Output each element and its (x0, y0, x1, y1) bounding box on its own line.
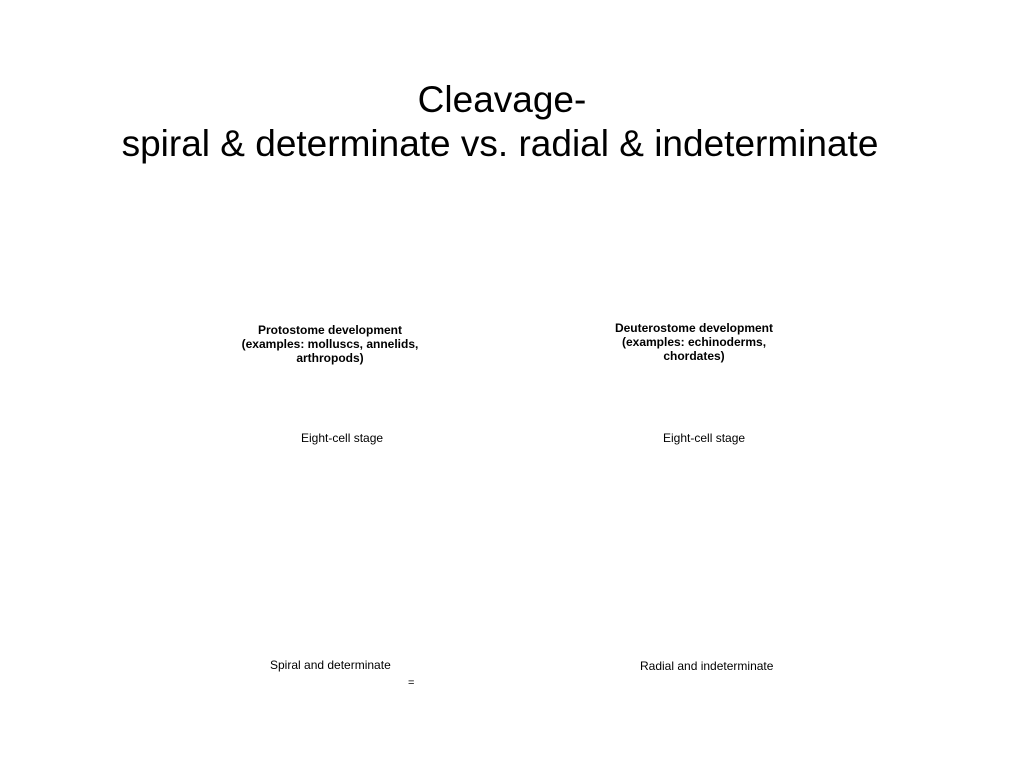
deuterostome-pattern-label: Radial and indeterminate (640, 659, 774, 673)
protostome-heading-line-3: arthropods) (296, 351, 364, 365)
protostome-stage-label: Eight-cell stage (301, 431, 384, 445)
protostome-heading-line-2: (examples: molluscs, annelids, (241, 337, 419, 351)
deuterostome-heading-line-2: (examples: echinoderms, (621, 335, 767, 349)
protostome-heading-line-1: Protostome development (257, 323, 403, 337)
equals-mark: = (408, 677, 415, 689)
deuterostome-heading (594, 321, 794, 363)
deuterostome-stage-label: Eight-cell stage (663, 431, 746, 445)
title-line-1: Cleavage- (417, 79, 587, 120)
protostome-pattern-label: Spiral and determinate (270, 658, 391, 672)
title-line-2: spiral & determinate vs. radial & indeterminate (121, 123, 879, 164)
deuterostome-heading-line-1: Deuterostome development (614, 321, 774, 335)
slide-title (0, 78, 1000, 166)
deuterostome-heading-line-3: chordates) (663, 349, 725, 363)
protostome-heading (230, 323, 430, 365)
